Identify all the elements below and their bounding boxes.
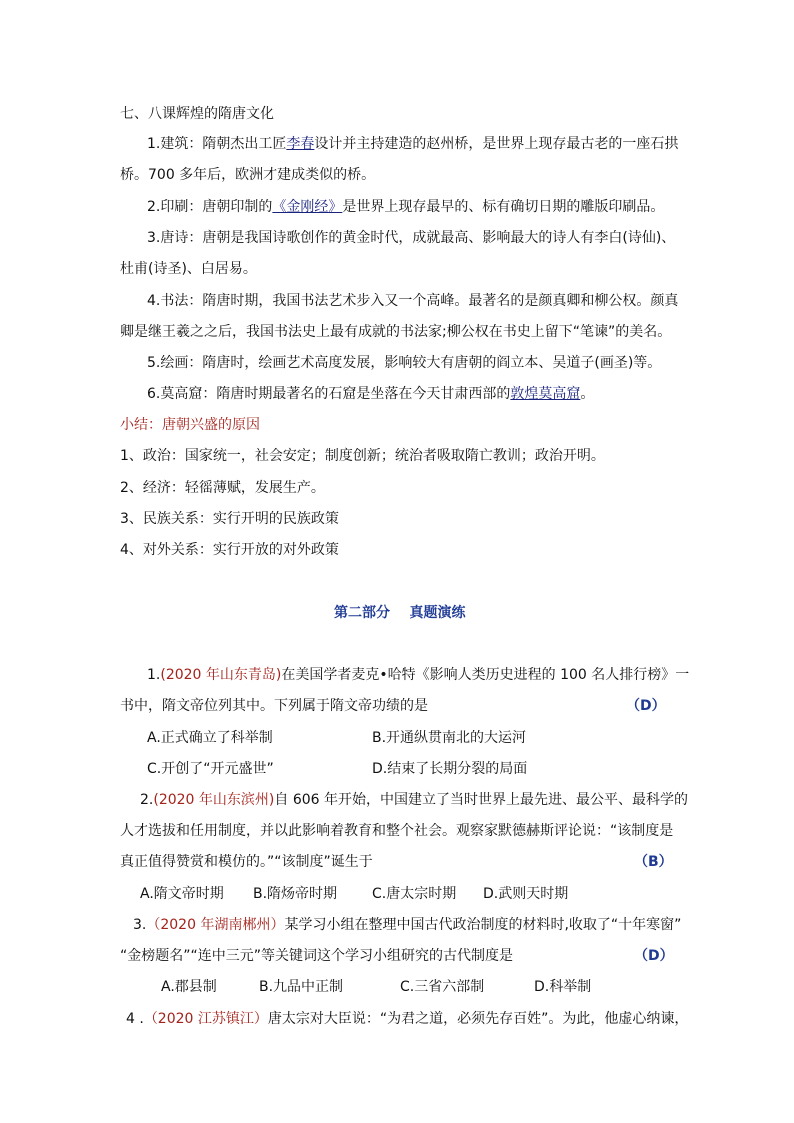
question-4-line1: 4 .（2020 江苏镇江）唐太宗对大臣说：“为君之道，必须先存百姓”。为此，他虚心纳谏， xyxy=(126,1011,689,1027)
question-3-option-c: C.三省六部制 xyxy=(400,979,485,995)
item-calligraphy-line1: 4.书法：隋唐时期，我国书法艺术步入又一个高峰。最著名的是颜真卿和柳公权。颜真 xyxy=(147,293,679,309)
question-3-line2: “金榜题名”“连中三元”等关键词这个学习小组研究的古代制度是 xyxy=(120,948,514,964)
question-4-source: （2020 江苏镇江） xyxy=(143,1011,268,1027)
item-painting: 5.绘画：隋唐时，绘画艺术高度发展，影响较大有唐朝的阎立本、吴道子(画圣)等。 xyxy=(147,355,662,371)
section-title: 七、八课辉煌的隋唐文化 xyxy=(120,106,274,122)
item-poetry-line2: 杜甫(诗圣)、白居易。 xyxy=(120,261,257,277)
question-3-source: （2020 年湖南郴州） xyxy=(146,917,285,933)
question-2-option-b: B.隋炀帝时期 xyxy=(253,886,338,902)
question-2-answer: （B） xyxy=(634,854,673,870)
question-1-answer: （D） xyxy=(626,698,666,714)
question-2-option-c: C.唐太宗时期 xyxy=(372,886,457,902)
question-1-line2: 书中，隋文帝位列其中。下列属于隋文帝功绩的是 xyxy=(120,698,428,714)
question-1-line1: 1.(2020 年山东青岛)在美国学者麦克•哈特《影响人类历史进程的 100 名人排行榜》一 xyxy=(147,667,690,683)
item-printing: 2.印刷：唐朝印制的《金刚经》是世界上现存最早的、标有确切日期的雕版印刷品。 xyxy=(147,199,665,215)
question-2-line2: 人才选拔和任用制度，并以此影响着教育和整个社会。观察家默德赫斯评论说：“该制度是 xyxy=(120,823,674,839)
question-2-source: (2020 年山东滨州) xyxy=(153,792,275,808)
question-3-option-d: D.科举制 xyxy=(534,979,592,995)
question-3-option-b: B.九品中正制 xyxy=(259,979,344,995)
part2-heading: 第二部分 真题演练 xyxy=(334,605,466,621)
summary-point-economy: 2、经济：轻徭薄赋，发展生产。 xyxy=(120,480,325,496)
item-architecture-line1: 1.建筑：隋朝杰出工匠李春设计并主持建造的赵州桥，是世界上现存最古老的一座石拱 xyxy=(147,136,679,152)
question-3-answer: （D） xyxy=(634,948,674,964)
question-2-option-d: D.武则天时期 xyxy=(483,886,569,902)
question-2-line1: 2.(2020 年山东滨州)自 606 年开始，中国建立了当时世界上最先进、最公平、最科学的 xyxy=(140,792,688,808)
question-3-line1: 3.（2020 年湖南郴州）某学习小组在整理中国古代政治制度的材料时,收取了“十年寒窗” xyxy=(133,917,682,933)
question-2-option-a: A.隋文帝时期 xyxy=(140,886,224,902)
item-poetry-line1: 3.唐诗：唐朝是我国诗歌创作的黄金时代，成就最高、影响最大的诗人有李白(诗仙)、 xyxy=(147,230,676,246)
summary-point-ethnic: 3、民族关系：实行开明的民族政策 xyxy=(120,511,339,527)
question-1-source: (2020 年山东青岛) xyxy=(160,667,282,683)
question-1-option-d: D.结束了长期分裂的局面 xyxy=(372,761,528,777)
summary-point-politics: 1、政治：国家统一，社会安定；制度创新；统治者吸取隋亡教训；政治开明。 xyxy=(120,448,605,464)
question-1-option-a: A.正式确立了科举制 xyxy=(147,730,273,746)
item-calligraphy-line2: 卿是继王羲之之后，我国书法史上最有成就的书法家;柳公权在书史上留下“笔谏”的美名。 xyxy=(120,324,672,340)
summary-point-foreign: 4、对外关系：实行开放的对外政策 xyxy=(120,542,339,558)
summary-heading: 小结：唐朝兴盛的原因 xyxy=(120,417,260,433)
link-mogao-caves[interactable]: 敦煌莫高窟 xyxy=(510,386,581,402)
question-2-line3: 真正值得赞赏和模仿的。”“该制度”诞生于 xyxy=(120,854,373,870)
question-3-option-a: A.郡县制 xyxy=(161,979,217,995)
link-li-chun[interactable]: 李春 xyxy=(286,136,315,152)
question-1-option-c: C.开创了“开元盛世” xyxy=(147,761,274,777)
item-architecture-line2: 桥。700 多年后，欧洲才建成类似的桥。 xyxy=(120,167,376,183)
link-diamond-sutra[interactable]: 《金刚经》 xyxy=(272,199,343,215)
item-mogao-caves: 6.莫高窟：隋唐时期最著名的石窟是坐落在今天甘肃西部的敦煌莫高窟。 xyxy=(147,386,595,402)
question-1-option-b: B.开通纵贯南北的大运河 xyxy=(372,730,527,746)
